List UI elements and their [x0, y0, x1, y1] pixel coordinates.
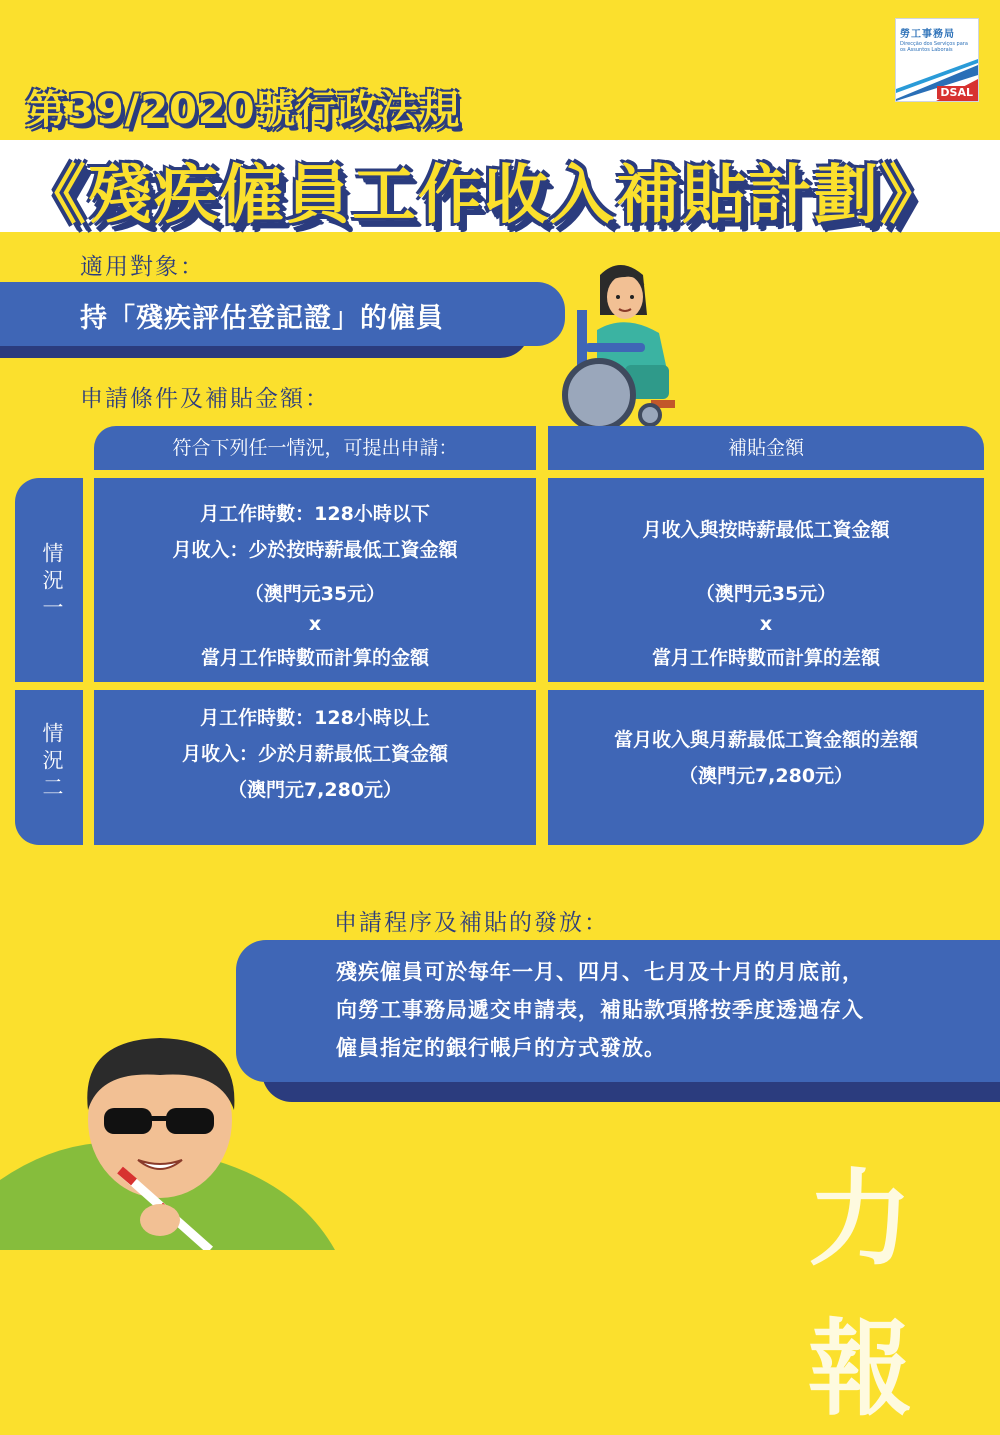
blind-man-illustration	[0, 1030, 340, 1250]
case-2-label-cell	[15, 690, 83, 845]
case-2-label: 情況二	[40, 722, 64, 803]
target-label: 適用對象：	[80, 254, 205, 280]
case-1-amount-rate: （澳門元35元）	[695, 583, 837, 605]
case-2-hours: 月工作時數：128小時以上	[200, 707, 430, 729]
case-2-income: 月收入：少於月薪最低工資金額	[181, 743, 448, 765]
case-1-label-cell	[15, 478, 83, 682]
case-2-amount-diff: 當月收入與月薪最低工資金額的差額	[613, 729, 918, 751]
process-line-1: 殘疾僱員可於每年一月、四月、七月及十月的月底前，	[336, 960, 864, 984]
case-1-label: 情況一	[40, 542, 64, 623]
page-title: 《殘疾僱員工作收入補貼計劃》	[22, 159, 946, 233]
table-header-amount-text: 補貼金額	[727, 437, 804, 459]
case-1-amount-diff: 當月工作時數而計算的差額	[651, 647, 880, 669]
dsal-logo	[895, 18, 979, 102]
case-1-amount-basis: 當月工作時數而計算的金額	[200, 647, 429, 669]
regulation-number: 第39/2020號行政法規	[26, 87, 461, 133]
case-2-wage: （澳門元7,280元）	[227, 779, 403, 801]
case-2-amount-wage: （澳門元7,280元）	[678, 765, 854, 787]
table-header-amount	[548, 426, 984, 470]
case-1-conditions-cell	[94, 478, 536, 682]
process-line-2: 向勞工事務局遞交申請表，補貼款項將按季度透過存入	[336, 998, 864, 1022]
case-1-amount-cell	[548, 478, 984, 682]
case-2-amount-cell	[548, 690, 984, 845]
process-label: 申請程序及補貼的發放：	[334, 910, 609, 936]
wheelchair-user-illustration	[555, 255, 690, 435]
watermark: 力報	[808, 1158, 907, 1430]
case-1-amount-line-1: 月收入與按時薪最低工資金額	[642, 519, 890, 541]
case-2-conditions-cell	[94, 690, 536, 845]
case-1-multiply: x	[308, 613, 322, 635]
case-1-income: 月收入：少於按時薪最低工資金額	[172, 539, 458, 561]
target-value: 持「殘疾評估登記證」的僱員	[80, 303, 444, 334]
table-header-conditions-text: 符合下列任一情況，可提出申請：	[172, 437, 458, 459]
logo-name: 勞工事務局	[900, 29, 955, 40]
conditions-label: 申請條件及補貼金額：	[80, 386, 330, 412]
case-1-hours: 月工作時數：128小時以下	[200, 503, 430, 525]
process-line-3: 僱員指定的銀行帳戶的方式發放。	[336, 1036, 666, 1060]
logo-tag: DSAL	[937, 86, 976, 99]
table-header-conditions	[94, 426, 536, 470]
logo-subtitle: Direcção dos Serviços para os Assuntos Laborais	[900, 41, 968, 53]
case-1-amount-multiply: x	[759, 613, 773, 635]
case-1-rate: （澳門元35元）	[244, 583, 386, 605]
